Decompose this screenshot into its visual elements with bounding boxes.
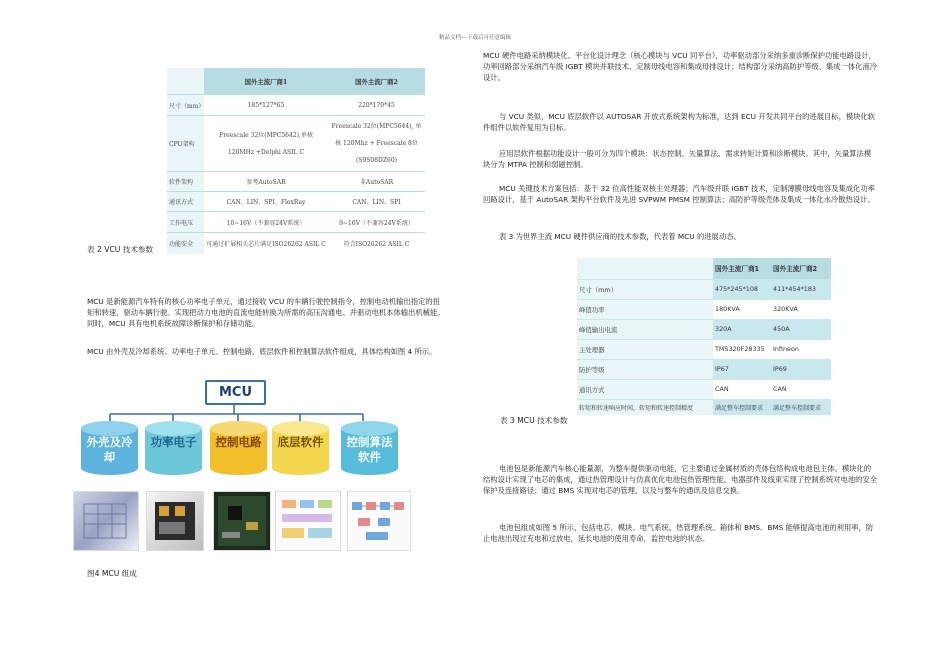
table-cell: 180KVA bbox=[713, 299, 771, 319]
power-module-icon bbox=[147, 492, 203, 550]
algorithm-block-icon bbox=[348, 492, 410, 550]
table-header-cell bbox=[577, 258, 713, 279]
table-cell: 411*454*183 bbox=[771, 279, 831, 299]
part-label: 功率电子 bbox=[150, 435, 197, 449]
vcu-parameter-table bbox=[167, 68, 425, 254]
table-cell: 10~16V（不兼容24V系统） bbox=[204, 212, 328, 233]
table-row bbox=[167, 95, 425, 116]
table-cell: 满足整车控制要求 bbox=[713, 399, 771, 415]
paragraph: MCU 是新能源汽车特有的核心功率电子单元，通过接收 VCU 的车辆行驶控制指令，控制电动机输出指定的扭矩和转速，驱动车辆行驶。实现把动力电池的直流电能转换为所需的高压沟通电、并驱动电机本体输出机械能。同时，MCU 具有电机系统故障诊断保护和存储功能。 bbox=[87, 297, 445, 329]
table-header-row bbox=[167, 68, 425, 95]
table-cell: 满足整车控制要求 bbox=[771, 399, 831, 415]
row-label: 主处理器 bbox=[577, 339, 713, 359]
table-row bbox=[167, 172, 425, 192]
table-row bbox=[167, 233, 425, 254]
table-row bbox=[577, 339, 831, 359]
table2-caption: 表 2 VCU 技术参数 bbox=[87, 245, 154, 254]
table-cell: Infineon bbox=[771, 339, 831, 359]
table-cell: 320A bbox=[713, 319, 771, 339]
table-cell: IP67 bbox=[713, 359, 771, 379]
row-label: 工作电压 bbox=[167, 212, 204, 233]
table-cell: CAN、LIN、SPI、FlexRay bbox=[204, 192, 328, 212]
row-label: 尺寸（mm） bbox=[167, 95, 204, 116]
housing-photo bbox=[73, 491, 139, 551]
row-label: 峰值输出电流 bbox=[577, 319, 713, 339]
table-cell: CAN、LIN、SPI bbox=[328, 192, 425, 212]
table-cell: 320KVA bbox=[771, 299, 831, 319]
table-cell: 参考AutoSAR bbox=[204, 172, 328, 192]
table-row bbox=[167, 116, 425, 172]
table-cell: 475*245*108 bbox=[713, 279, 771, 299]
table-cell: Freescale 32位(MPC5642),单核 120MHz +Delphi ASIL C bbox=[204, 116, 328, 172]
cylinder-power-electronics bbox=[145, 421, 202, 481]
table-header-cell: 国外主流厂商1 bbox=[713, 258, 771, 279]
housing-icon bbox=[74, 492, 138, 550]
paragraph: MCU 硬件电路采纳模块化、平台化设计理念（核心模块与 VCU 同平台），功率驱动部分采纳多重诊断保护功能电路设计，功率回路部分采纳汽车级 IGBT 模块并联技术、定制母线电容和集成母排设计；结构部分采纳高防护等级、集成一体化液冷设计。 bbox=[483, 51, 878, 83]
page-header: 精品文档---下载后可任意编辑 bbox=[439, 35, 511, 41]
paragraph: 与 VCU 类似，MCU 底层软件以 AUTOSAR 开放式系统架构为标准，达到 ECU 开发共同平台的进展目标，模块化软件组件以软件复用为目标。 bbox=[483, 112, 876, 133]
table-header-cell bbox=[167, 68, 204, 95]
paragraph: 应用层软件根据功能设计一般可分为四个模块：状态控制、矢量算法、需求转矩计算和诊断模块。其中，矢量算法模块分为 MTPA 控制和弱磁控制。 bbox=[483, 149, 872, 170]
cylinder-control-algorithm-software bbox=[341, 421, 398, 481]
table-row bbox=[577, 299, 831, 319]
table-row bbox=[167, 212, 425, 233]
row-label: 通讯方式 bbox=[577, 379, 713, 399]
table-cell: TMS320F28335 bbox=[713, 339, 771, 359]
row-label: 通讯方式 bbox=[167, 192, 204, 212]
software-diagram-image bbox=[275, 491, 341, 551]
table-header-cell: 国外主流厂商2 bbox=[771, 258, 831, 279]
control-board-photo bbox=[213, 491, 271, 551]
paragraph: MCU 由外壳及冷却系统、功率电子单元、控制电路、底层软件和控制算法软件组成，具体结构如图 4 所示。 bbox=[87, 347, 437, 356]
table-cell: 220*170*45 bbox=[328, 95, 425, 116]
mcu-label-box: MCU bbox=[205, 380, 266, 405]
table-row bbox=[577, 379, 831, 399]
table-cell: 非AutoSAR bbox=[328, 172, 425, 192]
circuit-board-icon bbox=[214, 492, 270, 550]
mcu-parameter-table bbox=[577, 258, 831, 415]
table-cell: Freescale 32位(MPC5644), 单核 120Mhz + Freescale 8位(S9S08DZ60) bbox=[328, 116, 425, 172]
row-label: 软件架构 bbox=[167, 172, 204, 192]
table-row bbox=[167, 192, 425, 212]
table-row bbox=[577, 359, 831, 379]
table-header-cell: 国外主流厂商1 bbox=[204, 68, 328, 95]
row-label: 功能安全 bbox=[167, 233, 204, 254]
table-cell: IP69 bbox=[771, 359, 831, 379]
table-row bbox=[577, 399, 831, 415]
table-cell: CAN bbox=[771, 379, 831, 399]
figure4-caption: 图4 MCU 组成 bbox=[87, 569, 137, 578]
part-label: 控制电路 bbox=[215, 435, 262, 449]
table-row bbox=[577, 279, 831, 299]
software-block-icon bbox=[276, 492, 340, 550]
cylinder-base-software bbox=[272, 421, 329, 481]
table-cell: 9~16V（不兼容24V系统） bbox=[328, 212, 425, 233]
table-cell: 185*127*65 bbox=[204, 95, 328, 116]
row-label: 峰值功率 bbox=[577, 299, 713, 319]
table-cell: 450A bbox=[771, 319, 831, 339]
table-cell: 可通过扩展相关芯片满足ISO26262 ASIL C bbox=[204, 233, 328, 254]
table3-caption: 表 3 MCU 技术参数 bbox=[500, 416, 568, 425]
part-label: 控制算法软件 bbox=[346, 435, 393, 464]
table-row bbox=[577, 319, 831, 339]
row-label: 防护等级 bbox=[577, 359, 713, 379]
part-label: 底层软件 bbox=[277, 435, 324, 449]
table-header-row bbox=[577, 258, 831, 279]
paragraph: MCU 关键技术方案包括：基于 32 位高性能双核主处理器；汽车级并联 IGBT 技术，定制薄膜母线电容及集成化功率回路设计，基于 AutoSAR 架构平台软件及先进 SVPWM PMSM 控制算法；高防护等级壳体及集成一体化水冷散热设计。 bbox=[483, 184, 875, 205]
power-module-photo bbox=[146, 491, 204, 551]
row-label: CPU架构 bbox=[167, 116, 204, 172]
table-header-cell: 国外主流厂商2 bbox=[328, 68, 425, 95]
row-label: 转矩和转速响应时间，转矩和转速控制精度 bbox=[577, 399, 713, 415]
algorithm-diagram-image bbox=[347, 491, 411, 551]
part-label: 外壳及冷却 bbox=[86, 435, 133, 464]
cylinder-control-circuit bbox=[210, 421, 267, 481]
row-label: 尺寸（mm） bbox=[577, 279, 713, 299]
cylinder-housing-cooling bbox=[81, 421, 138, 481]
table-cell: 符合ISO26262 ASIL C bbox=[328, 233, 425, 254]
paragraph: 电池包是新能源汽车核心能量源，为整车提供驱动电能，它主要通过金属材质的壳体包络构成电池包主体。模块化的结构设计实现了电芯的集成，通过热管理设计与仿真优化电池包热管理性能，电器部件及线束实现了控制系统对电池的安全保护及连接路径；通过 BMS 实现对电芯的管理，以及与整车的通讯及信息交换。 bbox=[483, 464, 878, 496]
paragraph: 表 3 为世界主流 MCU 硬件供应商的技术参数，代表着 MCU 的进展动态。 bbox=[499, 232, 741, 241]
paragraph: 电池包组成如图 5 所示，包括电芯、模块、电气系统、热管理系统、箱体和 BMS。BMS 能够提高电池的利用率，防止电池出现过充电和过放电，延长电池的使用寿命，监控电池的状态。 bbox=[483, 523, 874, 544]
table-cell: CAN bbox=[713, 379, 771, 399]
